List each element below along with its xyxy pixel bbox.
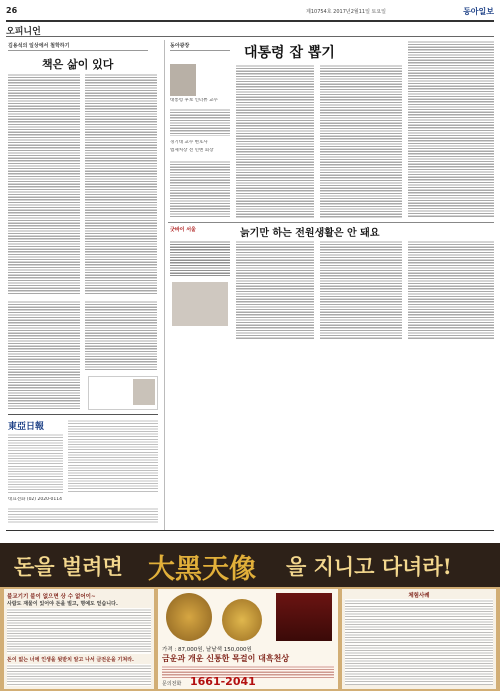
column1-text-c <box>8 300 80 410</box>
column2-bio <box>170 108 230 136</box>
column1-text-d <box>85 300 157 370</box>
ad-product: 금운과 개운 신통한 목걸이 대흑천상 <box>162 654 290 663</box>
ad-headline-mid: 大黑天像 <box>148 554 256 585</box>
ad-phone-label: 문의전화 <box>162 681 182 687</box>
column3-author-photo <box>172 282 228 326</box>
column2-text-c <box>408 40 494 218</box>
ad-tagline-2: 돈이 없는 너에 인생을 뒷받치 알고 나서 금전운을 기쳐라. <box>7 657 134 663</box>
column1-tag <box>8 42 148 51</box>
ad-box-image <box>276 593 332 641</box>
ad-divider <box>6 530 494 531</box>
column2-author-photo <box>170 64 196 96</box>
ad-headline-right: 을 지니고 다녀라! <box>286 554 452 579</box>
publisher-footer <box>8 507 158 523</box>
column3-text-a <box>236 240 314 340</box>
ad-pendant-image-2 <box>222 599 262 641</box>
section-rule <box>6 36 494 37</box>
section-divider <box>168 222 494 223</box>
ad-price: 가격 : 87,000원, 낱낱색 150,000원 <box>162 647 252 653</box>
ad-headline-left: 돈을 벌려면 <box>14 554 123 579</box>
ad-left-body-b <box>7 664 151 686</box>
column2-title: 대통령 잡 뽑기 <box>244 45 335 61</box>
column3-title: 늙기만 하는 전원생활은 안 돼요 <box>240 228 380 239</box>
column1-text-b <box>85 73 157 295</box>
column2-text-b <box>320 64 402 218</box>
author-box <box>88 376 158 410</box>
page-number: 26 <box>6 6 18 15</box>
publisher-logo: 東亞日報 <box>8 422 45 432</box>
column1-tag-text: 김용석의 일상에서 철학하기 <box>8 43 70 49</box>
issue-date: 제10754호 2017년2월11일 토요일 <box>306 9 386 15</box>
column3-tag-text: 굿바이 서울 <box>170 227 196 233</box>
column2-sub-1: 경기대 교수 변호사 <box>170 140 208 145</box>
column2-author-name: 대통령 후보 인터뷰 교수 <box>170 98 218 103</box>
column3-lead <box>170 240 230 276</box>
ad-right-panel <box>342 589 496 689</box>
publisher-box <box>8 414 158 526</box>
masthead: 동아일보 <box>463 6 494 16</box>
ad-right-header: 체험사례 <box>408 593 430 599</box>
advertisement <box>0 543 500 691</box>
section-title: 오피니언 <box>6 27 41 37</box>
ad-left-panel <box>4 589 154 689</box>
column2-sub-2: 법제처장 전 민변 회장 <box>170 148 214 153</box>
column3-text-b <box>320 240 402 340</box>
column1-title: 책은 삶이 있다 <box>42 58 114 71</box>
author-photo <box>133 379 155 405</box>
ad-testimonials <box>345 599 493 685</box>
column-divider-1 <box>164 40 165 530</box>
column2-pullquote <box>170 160 230 218</box>
column2-text-a <box>236 64 314 218</box>
header-rule <box>6 20 494 22</box>
publisher-info-b <box>68 419 158 493</box>
ad-banner <box>0 543 500 587</box>
publisher-phone: 대표전화 (02) 2020-0114 <box>8 497 63 502</box>
column2-tag-text: 동아광장 <box>170 43 190 49</box>
page-header <box>6 6 494 18</box>
column1-text-a <box>8 73 80 295</box>
column3-text-c <box>408 240 494 340</box>
column2-tag <box>170 42 230 51</box>
ad-tagline-1: 사람도 재물이 있어야 돈을 벌고, 명예도 얻습니다. <box>7 601 118 607</box>
ad-left-body-a <box>7 608 151 654</box>
ad-notice <box>6 533 494 541</box>
column3-tag <box>170 226 230 235</box>
publisher-info-a <box>8 433 63 493</box>
ad-pendant-image <box>166 593 212 641</box>
ad-center-panel <box>158 589 338 689</box>
ad-phone: 1661-2041 <box>190 675 256 688</box>
ad-subhead: 불교기기 불이 없으면 상 수 없어이~ <box>7 594 96 600</box>
